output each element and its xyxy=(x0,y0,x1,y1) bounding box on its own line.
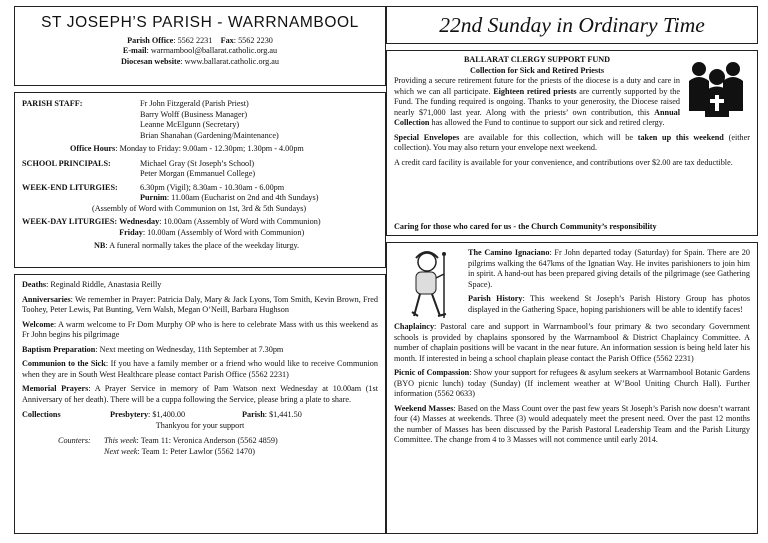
presbytery xyxy=(110,410,242,421)
picnic-value: : Show your support for refugees & asylum seekers at Warrnambool Botanic Gardens (BYO picnic lunch) today (Sunday) (If inclement weather at W’Bool Uniting Church Hall). Further information (5562 0633) xyxy=(394,368,750,398)
thanks-line: Thankyou for your support xyxy=(155,420,245,430)
fund-paragraph-2 xyxy=(394,133,750,154)
purnim-label: Purnim xyxy=(140,193,167,202)
collections-label: Collections xyxy=(22,410,61,419)
communion-value: : If you have a family member or a friend who would like to receive Communion when they are in South West Healthcare please contact Parish Office (5562 2231) xyxy=(22,359,378,379)
history-value: : This weekend St Joseph’s Parish History Group has photos displayed in the Gathering Space, hoping parishioners will be able to identify faces! xyxy=(468,294,751,314)
wednesday-value: : 10.00am (Assembly of Word with Communion) xyxy=(159,217,321,226)
notices-box-right xyxy=(386,242,758,534)
fund-p2-b: are available for this collection, which will be xyxy=(464,132,633,142)
chaplaincy-label: Chaplaincy xyxy=(394,322,435,331)
weekend-assembly: (Assembly of Word with Communion on 1st, 3rd & 5th Sundays) xyxy=(92,203,307,213)
nb-label: NB xyxy=(94,241,106,250)
weekday-row xyxy=(22,217,378,238)
picnic-notice xyxy=(394,368,750,400)
parish-staff-row xyxy=(22,99,378,141)
staff-member: Fr John Fitzgerald (Parish Priest) xyxy=(140,99,249,108)
purnim-value: : 11.00am (Eucharist on 2nd and 4th Sundays) xyxy=(166,193,319,202)
staff-member: Leanne McElgunn (Secretary) xyxy=(140,120,240,129)
welcome-label: Welcome xyxy=(22,319,54,329)
friday-line xyxy=(119,228,320,239)
principals-row xyxy=(22,159,378,180)
communion-label: Communion to the Sick xyxy=(22,359,106,368)
anniversaries-label: Anniversaries xyxy=(22,294,71,304)
masses-value: : Based on the Mass Count over the past few years St Joseph’s Parish now doesn’t warrant four (4) Masses at weekends. Three (3) would adequately meet the present need. Over the past 12 months the number of Masses has been discussed by the Parish Pastoral Leadership Team and the Parish Liturgy Committee. The change from 4 to 3 Masses will not commence until early 2014. xyxy=(394,403,750,444)
fund-p1-c: are currently supported by the Fund. The funding required is ongoing. Thanks to your generosity, the Diocese raised nearly $71,000 last year. Along with the priests’ own contribution, this xyxy=(394,86,681,117)
office-hours-value: : Monday to Friday: 9.00am - 12.30pm; 1.30pm - 4.00pm xyxy=(115,144,304,153)
left-page xyxy=(14,6,386,534)
memorial-value: : A Prayer Service in memory of Pam Watson next Wednesday at 10.00am (1st Anniversary of her death). There will be a cuppa following the Service, please bring a plate to share. xyxy=(22,384,378,404)
sunday-title: 22nd Sunday in Ordinary Time xyxy=(439,13,705,37)
right-page xyxy=(386,6,758,534)
deaths-value: : Reginald Riddle, Anastasia Reilly xyxy=(46,280,162,289)
office-label: Parish Office xyxy=(127,35,174,45)
memorial-label: Memorial Prayers xyxy=(22,384,89,393)
next-week xyxy=(104,447,278,458)
staff-member: Brian Shanahan (Gardening/Maintenance) xyxy=(140,130,279,140)
weekend-row xyxy=(22,183,378,204)
baptism-value: : Next meeting on Wednesday, 11th September at 7.30pm xyxy=(95,344,284,354)
parish-name: ST JOSEPH’S PARISH - WARRNAMBOOL xyxy=(41,14,359,31)
parish-label: Parish xyxy=(242,410,265,419)
welcome-notice xyxy=(22,320,378,341)
office-hours xyxy=(22,144,378,155)
communion-notice xyxy=(22,359,378,380)
counters-label: Counters: xyxy=(58,436,91,445)
fund-p2-a: Special Envelopes xyxy=(394,132,460,142)
masses-notice xyxy=(394,404,750,446)
parish-staff-list xyxy=(140,99,279,141)
clergy-fund-box xyxy=(386,50,758,236)
purnim-line xyxy=(140,193,318,204)
staff-box xyxy=(14,92,386,268)
parish-value: : $1,441.50 xyxy=(264,410,302,419)
wednesday-label: Wednesday xyxy=(119,217,160,226)
weekday-label: WEEK-DAY LITURGIES: xyxy=(22,217,118,226)
email-value[interactable]: : warrnambool@ballarat.catholic.org.au xyxy=(146,46,278,56)
next-week-label: Next week xyxy=(104,446,138,456)
camino-value: : Fr John departed today (Saturday) for Spain. There are 20 pilgrims walking the 647kms of the Ignatian Way. He invites parishioners to join him in spirit. A hand-out has been prepared giving details of the pilgrimage (see Gathering Space). xyxy=(468,248,750,289)
office-line xyxy=(22,36,378,47)
office-hours-label: Office Hours xyxy=(70,144,116,153)
parish-collection xyxy=(242,410,302,421)
fund-p1-d: Annual Collection xyxy=(394,107,681,127)
masses-label: Weekend Masses xyxy=(394,403,454,413)
fund-heading: BALLARAT CLERGY SUPPORT FUND xyxy=(463,55,611,64)
friday-value: : 10.00am (Assembly of Word with Communion) xyxy=(142,227,305,237)
parish-staff-label: PARISH STAFF: xyxy=(22,99,83,108)
counters-row xyxy=(22,436,378,457)
this-week xyxy=(104,436,278,447)
clergy-icon xyxy=(683,57,751,117)
camino-label: The Camino Ignaciano xyxy=(468,248,550,257)
fund-p2-d: (either collection). You may also return your envelope next weekend. xyxy=(394,132,750,152)
baptism-notice xyxy=(22,345,378,356)
deaths-notice xyxy=(22,280,378,291)
fax-phone: : 5562 2230 xyxy=(233,35,273,45)
collections-row xyxy=(22,410,378,421)
history-label: Parish History xyxy=(468,294,523,303)
baptism-label: Baptism Preparation xyxy=(22,344,96,354)
wednesday-line xyxy=(119,217,320,228)
principal: Peter Morgan (Emmanuel College) xyxy=(140,169,256,178)
fund-p1-b: Eighteen retired priests xyxy=(493,86,577,96)
sunday-title-box xyxy=(386,6,758,44)
parish-header xyxy=(14,6,386,86)
website-line xyxy=(22,57,378,68)
anniversaries-value: : We remember in Prayer: Patricia Daly, Mary & Jack Lyons, Tom Smith, Kevin Brown, Fred Toohey, Peter Lewis, Pat Bunting, Vern Walsh, Megan O’Neill, Barbara Hughson xyxy=(22,294,378,314)
pilgrim-walker-icon xyxy=(394,248,460,322)
next-week-value: : Team 1: Peter Lawlor (5562 1470) xyxy=(137,446,255,456)
presbytery-label: Presbytery xyxy=(110,410,149,419)
principals-label: SCHOOL PRINCIPALS: xyxy=(22,158,111,168)
anniversaries-notice xyxy=(22,295,378,316)
nb-line xyxy=(22,241,378,252)
memorial-notice xyxy=(22,384,378,405)
weekend-times: 6.30pm (Vigil); 8.30am - 10.30am - 6.00pm xyxy=(140,182,285,192)
chaplaincy-value: : Pastoral care and support in Warrnambool’s four primary & two secondary Government schools is provided by chaplains sponsored by the Warrnambool & District Chaplaincy Committee. A number of chaplain positions will be vacant in the near future. An information session is being held later his month. If interested in being a school chaplain please contact the Parish Office (5562 2231) xyxy=(394,322,750,363)
weekend-label: WEEK-END LITURGIES: xyxy=(22,182,118,192)
principal: Michael Gray (St Joseph’s School) xyxy=(140,158,255,168)
email-label: E-mail xyxy=(122,46,147,56)
deaths-label: Deaths xyxy=(22,280,47,289)
chaplaincy-notice xyxy=(394,322,750,364)
website-label: Diocesan website xyxy=(120,56,181,66)
notices-box xyxy=(14,274,386,534)
fax-label: Fax xyxy=(220,35,234,45)
welcome-value: : A warm welcome to Fr Dom Murphy OP who is here to celebrate Mass with us this weekend as Fr John begins his pilgrimage xyxy=(22,319,378,339)
fund-p2-c: taken up this weekend xyxy=(637,132,724,142)
fund-paragraph-3: A credit card facility is available for your convenience, and contributions over $2.00 are tax deductible. xyxy=(394,157,733,167)
picnic-label: Picnic of Compassion xyxy=(394,368,470,377)
this-week-label: This week xyxy=(104,436,137,445)
this-week-value: : Team 11: Veronica Anderson (5562 4859) xyxy=(136,436,278,445)
fund-tagline: Caring for those who cared for us - the Church Community’s responsibility xyxy=(394,221,657,231)
nb-value: : A funeral normally takes the place of the weekday liturgy. xyxy=(105,241,300,250)
office-phone: : 5562 2231 xyxy=(173,35,213,45)
friday-label: Friday xyxy=(119,227,143,237)
presbytery-value: : $1,400.00 xyxy=(148,410,186,419)
staff-member: Barry Wolff (Business Manager) xyxy=(140,109,248,119)
email-line xyxy=(22,46,378,57)
fund-p1-e: has allowed the Fund to continue to support our sick and retired clergy. xyxy=(431,118,665,127)
fund-p1-a: Providing a secure retirement future for the priests of the diocese is a duty and care in which we can all participate. xyxy=(394,76,680,96)
fund-subheading: Collection for Sick and Retired Priests xyxy=(469,65,605,75)
website-value[interactable]: : www.ballarat.catholic.org.au xyxy=(180,56,280,66)
